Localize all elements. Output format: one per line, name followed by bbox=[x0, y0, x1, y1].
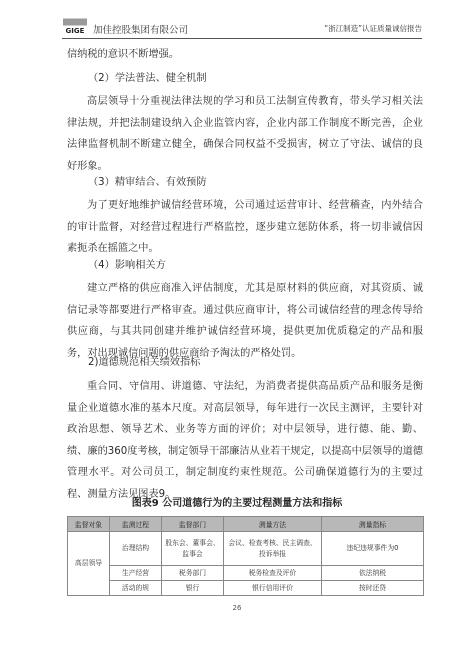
column-header: 监督部门 bbox=[162, 517, 224, 532]
column-header: 测量指标 bbox=[322, 517, 424, 532]
logo-text: GIGE bbox=[65, 27, 85, 34]
paragraph-suppliers: 建立严格的供应商准入评估制度，尤其是原材料的供应商，对其资质、诚信记录等都要进行严格审查。通过供应商审计，将公司诚信经营的理念传导给供应商，与其共同创建并维护诚信经营环境，提供更加优质稳定的产品和服务，对出现诚信问题的供应商给予淘汰的严格处罚。 bbox=[67, 283, 423, 359]
paragraph-ethics: 重合同、守信用、讲道德、守法纪，为消费者提供高品质产品和服务是衡量企业道德水准的基本尺度。对高层领导，每年进行一次民主测评，主要针对政治思想、领导艺术、业务等方面的评价；对中层领导，进行德、能、勤、绩、廉的360度考核，制定领导干部廉洁从业若干规定，以提高中层领导的道德管理水平。对公司员工，制定制度约束性规范。公司确保道德行为的主要过程、测量方法见图表9。 bbox=[67, 381, 423, 500]
company-name: 加佳控股集团有限公司 bbox=[93, 25, 189, 36]
table-cell: 银行信用评价 bbox=[224, 581, 322, 596]
table-cell: 治理结构 bbox=[110, 532, 162, 566]
table-cell: 按时还贷 bbox=[322, 581, 424, 596]
table-row bbox=[68, 532, 424, 566]
table-cell: 依法纳税 bbox=[322, 566, 424, 581]
section-heading-4: （4）影响相关方 bbox=[88, 260, 166, 271]
page-header bbox=[62, 18, 422, 40]
table-caption: 图表9 公司道德行为的主要过程测量方法和指标 bbox=[131, 498, 343, 509]
section-heading-5: 2)道德规范相关绩效指标 bbox=[88, 357, 201, 368]
company-logo bbox=[62, 18, 88, 34]
paragraph-law: 高层领导十分重视法律法规的学习和员工法制宣传教育，带头学习相关法律法规，并把法制建设纳入企业监管内容，企业内部工作制度不断完善，企业法律监督机制不断建立健全，确保合同权益不受损害，树立了守法、诚信的良好形象。 bbox=[67, 96, 423, 172]
ethics-measurement-table bbox=[67, 516, 424, 596]
table-cell: 税务部门 bbox=[162, 566, 224, 581]
table-cell: 会议、检查考核、民主调查、投诉举报 bbox=[224, 532, 322, 566]
column-header: 监测过程 bbox=[110, 517, 162, 532]
section-heading-2: （2）学法普法、健全机制 bbox=[88, 73, 207, 84]
paragraph-audit: 为了更好地维护诚信经营环境，公司通过运营审计、经营稽查，内外结合的审计监督，对经营过程进行严格监控，逐步建立惩防体系，将一切非诚信因素扼杀在摇篮之中。 bbox=[67, 200, 423, 254]
report-title: “浙江制造”认证质量诚信报告 bbox=[324, 24, 422, 33]
table-cell: 活动的规 bbox=[110, 581, 162, 596]
table-cell: 违纪违规事件为0 bbox=[322, 532, 424, 566]
header-divider bbox=[62, 38, 422, 39]
table-row bbox=[68, 566, 424, 581]
column-header: 测量方法 bbox=[224, 517, 322, 532]
section-heading-3: （3）精审结合、有效预防 bbox=[88, 177, 207, 188]
table-header-row bbox=[68, 517, 424, 532]
table-row bbox=[68, 581, 424, 596]
column-header: 监督对象 bbox=[68, 517, 110, 532]
table-cell: 高层领导 bbox=[68, 532, 110, 596]
paragraph-tax: 信纳税的意识不断增强。 bbox=[67, 49, 180, 60]
page-number: 26 bbox=[232, 604, 242, 612]
table-cell: 银行 bbox=[162, 581, 224, 596]
table-cell: 股东会、董事会、监事会 bbox=[162, 532, 224, 566]
table-cell: 税务检查及评价 bbox=[224, 566, 322, 581]
table-cell: 生产经营 bbox=[110, 566, 162, 581]
